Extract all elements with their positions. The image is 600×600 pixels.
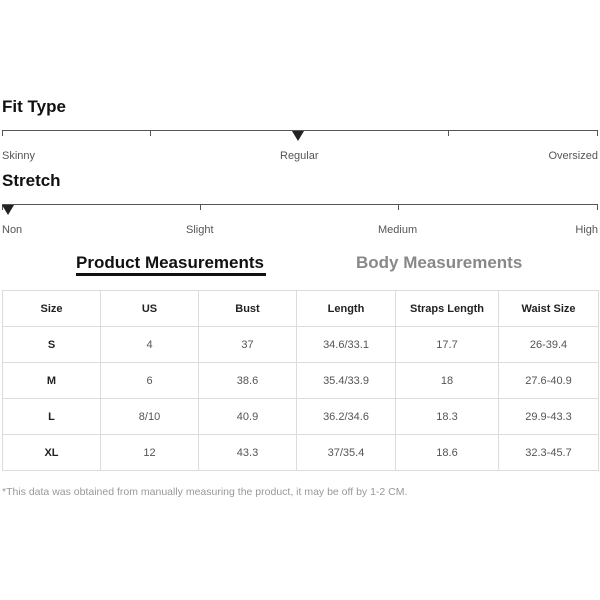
fit-type-tick [2, 130, 3, 136]
table-cell: 35.4/33.9 [297, 363, 396, 399]
table-cell: 17.7 [396, 327, 499, 363]
table-cell: 12 [101, 435, 199, 471]
table-cell: 26-39.4 [499, 327, 599, 363]
fit-type-tick [150, 130, 151, 136]
size-table [2, 290, 599, 471]
table-cell-size: S [3, 327, 101, 363]
table-cell: 27.6-40.9 [499, 363, 599, 399]
fit-type-tick [597, 130, 598, 136]
table-cell: 18.6 [396, 435, 499, 471]
table-header: Size [3, 291, 101, 327]
tab-body-measurements[interactable]: Body Measurements [356, 253, 523, 272]
stretch-label-medium: Medium [378, 224, 418, 236]
fit-type-title: Fit Type [2, 97, 66, 116]
table-row [3, 435, 599, 471]
table-cell: 38.6 [199, 363, 297, 399]
table-cell-size: M [3, 363, 101, 399]
table-header: Straps Length [396, 291, 499, 327]
table-cell: 36.2/34.6 [297, 399, 396, 435]
table-header-row [3, 291, 599, 327]
disclaimer-note: *This data was obtained from manually measuring the product, it may be off by 1-2 CM. [2, 486, 408, 498]
table-cell: 6 [101, 363, 199, 399]
fit-type-marker-icon [292, 131, 304, 141]
table-row [3, 399, 599, 435]
stretch-marker-icon [2, 205, 14, 215]
stretch-tick [597, 204, 598, 210]
table-cell: 37/35.4 [297, 435, 396, 471]
stretch-tick [200, 204, 201, 210]
table-cell: 29.9-43.3 [499, 399, 599, 435]
fit-type-label-regular: Regular [280, 150, 319, 162]
table-cell-size: L [3, 399, 101, 435]
fit-type-label-oversized: Oversized [548, 150, 598, 162]
table-cell: 34.6/33.1 [297, 327, 396, 363]
table-cell: 37 [199, 327, 297, 363]
table-header: Bust [199, 291, 297, 327]
table-cell: 32.3-45.7 [499, 435, 599, 471]
table-cell: 40.9 [199, 399, 297, 435]
table-cell: 43.3 [199, 435, 297, 471]
fit-type-label-skinny: Skinny [2, 150, 36, 162]
table-header: US [101, 291, 199, 327]
fit-type-tick [448, 130, 449, 136]
stretch-tick [398, 204, 399, 210]
table-cell: 8/10 [101, 399, 199, 435]
stretch-label-non: Non [2, 224, 23, 236]
stretch-scale [2, 204, 598, 205]
tab-product-measurements[interactable]: Product Measurements [76, 253, 264, 272]
table-cell-size: XL [3, 435, 101, 471]
table-cell: 18.3 [396, 399, 499, 435]
stretch-title: Stretch [2, 171, 61, 190]
table-cell: 18 [396, 363, 499, 399]
fit-type-scale [2, 130, 598, 131]
table-row [3, 363, 599, 399]
table-row [3, 327, 599, 363]
active-tab-underline [76, 273, 266, 276]
table-header: Waist Size [499, 291, 599, 327]
stretch-label-high: High [575, 224, 598, 236]
table-header: Length [297, 291, 396, 327]
stretch-label-slight: Slight [186, 224, 214, 236]
table-cell: 4 [101, 327, 199, 363]
